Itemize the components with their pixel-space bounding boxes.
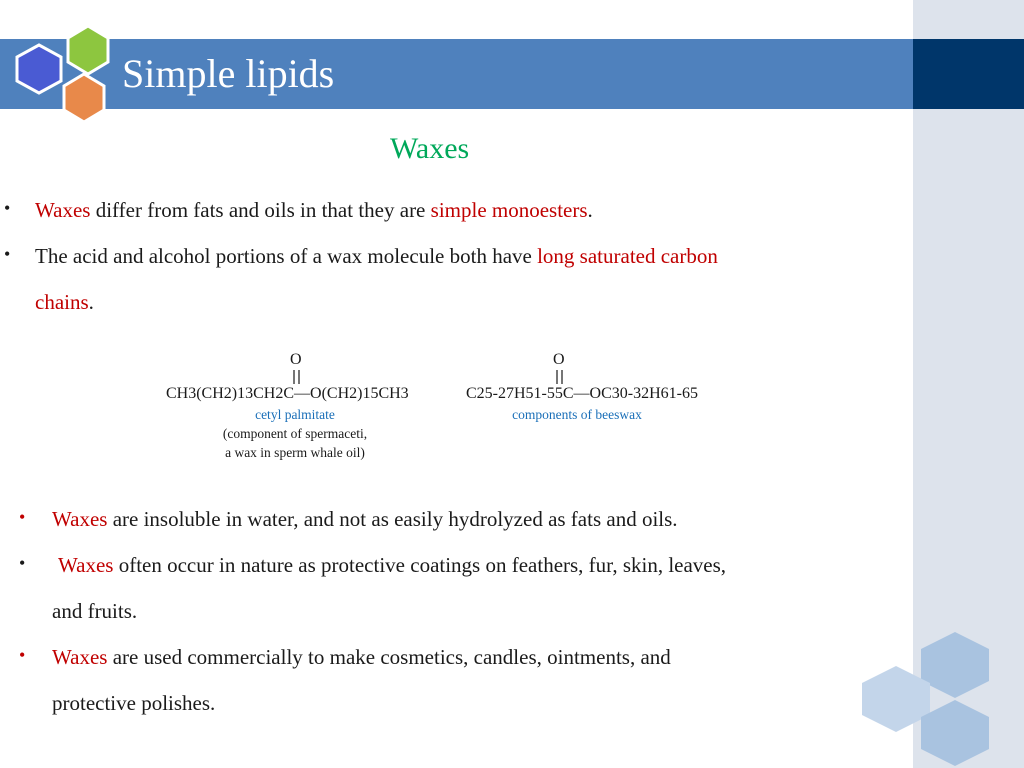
bullet-text: protective polishes. <box>52 691 216 715</box>
highlight-term: simple monoesters <box>430 198 588 222</box>
beeswax-label: components of beeswax <box>512 407 642 422</box>
bullet-3 <box>52 496 678 542</box>
cetyl-note-line1: (component of spermaceti, <box>222 426 368 441</box>
carbonyl-oxygen: O <box>290 351 302 368</box>
slide-subtitle: Waxes <box>390 132 470 165</box>
carbonyl-oxygen-2: O <box>553 351 565 368</box>
cetyl-note-line2: a wax in sperm whale oil) <box>225 445 365 460</box>
highlight-term: Waxes <box>52 507 108 531</box>
highlight-term: chains <box>35 290 89 314</box>
highlight-term: Waxes <box>35 198 91 222</box>
bullet-text: are used commercially to make cosmetics, candles, ointments, and <box>107 645 671 669</box>
bullet-2 <box>35 233 718 279</box>
cetyl-palmitate-formula: CH3(CH2)13CH2C—O(CH2)15CH3 <box>166 385 409 402</box>
bullet-5 <box>52 634 671 680</box>
bullet-text: . <box>587 198 593 222</box>
bullet-text: differ from fats and oils in that they are <box>90 198 431 222</box>
title-bar-accent <box>913 39 1024 109</box>
bullet-dot: • <box>19 645 26 665</box>
cetyl-palmitate-label: cetyl palmitate <box>255 407 335 422</box>
bullet-text: The acid and alcohol portions of a wax molecule both have <box>35 244 538 268</box>
beeswax-formula: C25-27H51-55C—OC30-32H61-65 <box>466 385 698 402</box>
highlight-term: long saturated carbon <box>537 244 718 268</box>
bullet-4-continuation <box>52 588 137 634</box>
slide-title: Simple lipids <box>122 51 335 96</box>
bullet-dot: • <box>19 553 26 573</box>
bullet-text: and fruits. <box>52 599 138 623</box>
bullet-1 <box>35 187 593 233</box>
highlight-term: Waxes <box>58 553 114 577</box>
wax-structures-figure <box>160 340 720 470</box>
bullet-text: often occur in nature as protective coatings on feathers, fur, skin, leaves, <box>113 553 727 577</box>
bullet-text: . <box>88 290 94 314</box>
hexagon-logo-icon <box>12 24 122 124</box>
bullet-dot: • <box>19 507 26 527</box>
bullet-dot: • <box>4 244 11 264</box>
bullet-dot: • <box>4 198 11 218</box>
bullet-5-continuation <box>52 680 215 726</box>
bullet-4 <box>58 542 726 588</box>
decorative-hexagons-icon <box>858 628 998 768</box>
bullet-2-continuation <box>35 279 94 325</box>
highlight-term: Waxes <box>52 645 108 669</box>
bullet-text: are insoluble in water, and not as easily hydrolyzed as fats and oils. <box>107 507 678 531</box>
